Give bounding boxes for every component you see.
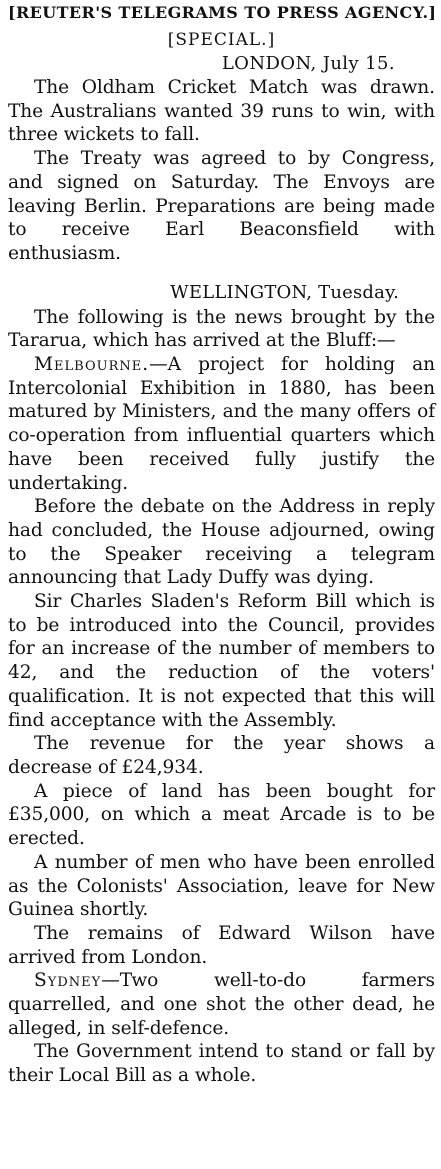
- revenue-paragraph: The revenue for the year shows a decrease of £24,934.: [8, 733, 435, 778]
- sydney-paragraph: [8, 969, 435, 1040]
- column-header: [REUTER'S TELEGRAMS TO PRESS AGENCY.]: [8, 3, 437, 22]
- reform-bill-paragraph: Sir Charles Sladen's Reform Bill which is to be introduced into the Council, provides for an increase of the number of members to 42, and the reduction of the voters' qualification. It is not expected that this will find acceptance with the Assembly.: [8, 591, 435, 731]
- land-paragraph: A piece of land has been bought for £35,000, on which a meat Arcade is to be erected.: [8, 780, 435, 850]
- london-dateline: LONDON, July 15.: [221, 53, 395, 74]
- cricket-paragraph: The Oldham Cricket Match was drawn. The Australians wanted 39 runs to win, with three wickets to fall.: [8, 77, 435, 146]
- wilson-paragraph: The remains of Edward Wilson have arrived from London.: [8, 922, 435, 968]
- sydney-placename: Sydney: [34, 970, 102, 992]
- debate-paragraph: Before the debate on the Address in reply had concluded, the House adjourned, owing to the Speaker receiving a telegram announcing that Lady Duffy was dying.: [8, 496, 435, 589]
- sydney-text: —Two well-to-do farmers quarrelled, and one shot the other dead, he alleged, in self-defence.: [8, 970, 435, 1039]
- melbourne-text: —A project for holding an Intercolonial Exhibition in 1880, has been matured by Ministers, and the many offers of co-operation from influential quarters which have been received fully justify the undertaking.: [8, 354, 435, 494]
- treaty-paragraph: The Treaty was agreed to by Congress, and signed on Saturday. The Envoys are leaving Berlin. Preparations are being made to receive Earl Beaconsfield with enthusiasm.: [8, 148, 435, 264]
- intro-paragraph: The following is the news brought by the Tararua, which has arrived at the Bluff:—: [8, 306, 435, 352]
- melbourne-paragraph: [8, 353, 435, 495]
- special-label: [SPECIAL.]: [167, 30, 276, 50]
- melbourne-placename: Melbourne.: [34, 354, 150, 376]
- wellington-dateline: WELLINGTON, Tuesday.: [170, 281, 399, 303]
- government-paragraph: The Government intend to stand or fall by their Local Bill as a whole.: [8, 1041, 435, 1087]
- new-guinea-paragraph: A number of men who have been enrolled as the Colonists' Association, leave for New Guinea shortly.: [8, 851, 435, 921]
